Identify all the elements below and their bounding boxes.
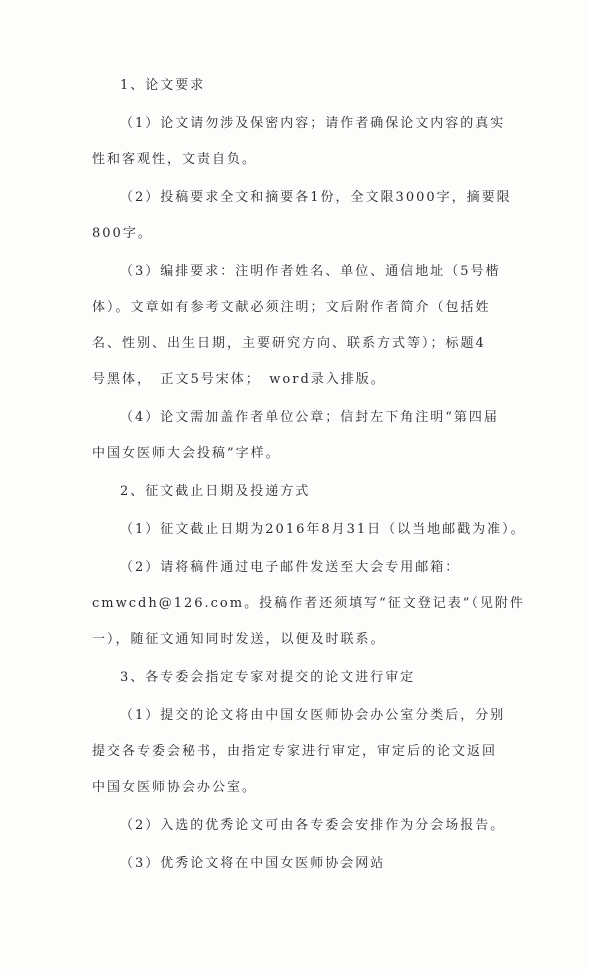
paragraph-1-3-line-3: 名、性别、出生日期，主要研究方向、联系方式等）；标题4 [92,336,486,351]
document-body [92,76,526,874]
paragraph-1-1-line-2: 性和客观性，文责自负。 [92,152,258,167]
paragraph-1-4-line-1: （4）论文需加盖作者单位公章；信封左下角注明“第四届 [120,410,499,425]
paragraph-2-2-line-3: 一），随征文通知同时发送，以便及时联系。 [92,632,386,647]
section-heading-1: 1、论文要求 [120,78,206,93]
paragraph-1-3-line-4: 号黑体， 正文5号宋体； word录入排版。 [92,372,386,387]
paragraph-2-2-line-1: （2）请将稿件通过电子邮件发送至大会专用邮箱： [120,560,461,575]
paragraph-3-3: （3）优秀论文将在中国女医师协会网站 [120,856,386,871]
paragraph-1-2-line-1: （2）投稿要求全文和摘要各1份，全文限3000字，摘要限 [120,190,512,205]
section-heading-2: 2、征文截止日期及投递方式 [120,484,311,499]
paragraph-1-2-line-2: 800字。 [92,226,153,241]
paragraph-3-1-line-2: 提交各专委会秘书，由指定专家进行审定，审定后的论文返回 [92,744,498,759]
paragraph-1-4-line-2: 中国女医师大会投稿”字样。 [92,446,281,461]
paragraph-3-2: （2）入选的优秀论文可由各专委会安排作为分会场报告。 [120,818,506,833]
paragraph-1-3-line-2: 体）。文章如有参考文献必须注明；文后附作者简介（包括姓 [92,300,491,315]
paragraph-1-3-line-1: （3）编排要求：注明作者姓名、单位、通信地址（5号楷 [120,264,501,279]
paragraph-3-1-line-1: （1）提交的论文将由中国女医师协会办公室分类后，分别 [120,708,506,723]
paragraph-1-1-line-1: （1）论文请勿涉及保密内容；请作者确保论文内容的真实 [120,116,506,131]
section-heading-3: 3、各专委会指定专家对提交的论文进行审定 [120,670,416,685]
paragraph-3-1-line-3: 中国女医师协会办公室。 [92,780,258,795]
paragraph-2-1: （1）征文截止日期为2016年8月31日（以当地邮戳为准）。 [120,522,526,537]
paragraph-2-2-line-2: cmwcdh@126.com。投稿作者还须填写“征文登记表”（见附件 [92,596,525,611]
